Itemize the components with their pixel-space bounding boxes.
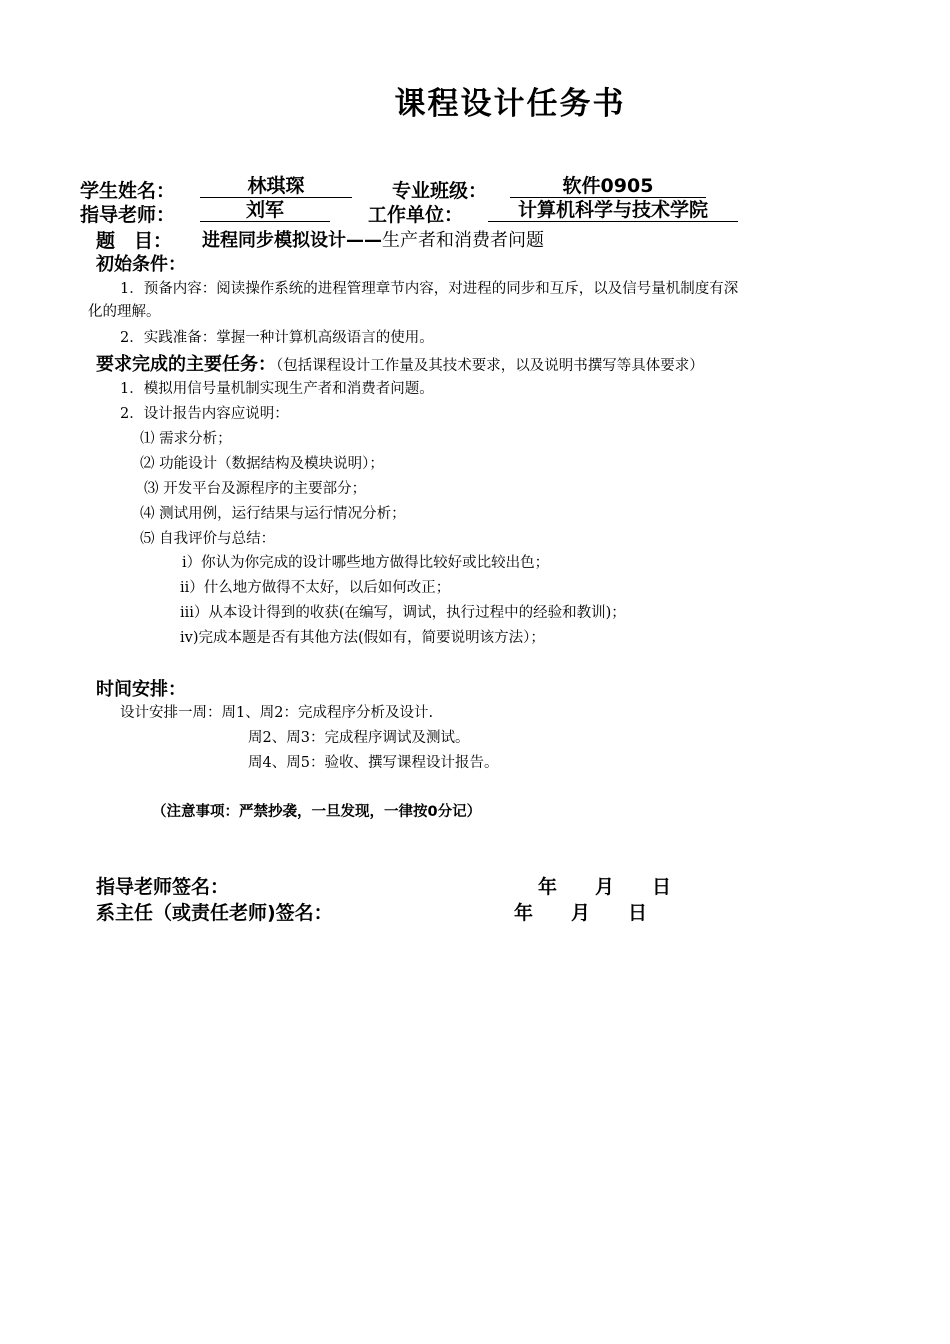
dept-head-signature-label: 系主任（或责任老师)签名： — [96, 902, 333, 924]
work-unit-value: 计算机科学与技术学院 — [488, 200, 738, 222]
student-name-label: 学生姓名： — [80, 180, 176, 202]
schedule-line1: 设计安排一周：周1、周2：完成程序分析及设计. — [120, 705, 434, 721]
question-2: ii）什么地方做得不太好，以后如何改正； — [180, 580, 451, 596]
tasks-heading: 要求完成的主要任务： — [96, 354, 276, 375]
question-1: i）你认为你完成的设计哪些地方做得比较好或比较出色； — [182, 555, 550, 571]
initial-conditions-heading: 初始条件： — [96, 254, 186, 275]
tasks-heading-note: （包括课程设计工作量及其技术要求，以及说明书撰写等具体要求） — [276, 358, 704, 374]
major-class-value: 软件0905 — [510, 176, 706, 198]
topic-value — [202, 226, 544, 252]
tasks-heading-row — [96, 350, 704, 376]
task-item1: 1．模拟用信号量机制实现生产者和消费者问题。 — [120, 381, 434, 397]
topic-main: 进程同步模拟设计—— — [202, 230, 382, 251]
task-sub3: ⑶ 开发平台及源程序的主要部分； — [144, 481, 367, 497]
task-sub4: ⑷ 测试用例，运行结果与运行情况分析； — [140, 506, 406, 522]
task-sub2: ⑵ 功能设计（数据结构及模块说明）； — [140, 456, 384, 472]
teacher-signature-date: 年 月 日 — [538, 876, 672, 898]
initial-item1-line2: 化的理解。 — [88, 304, 161, 320]
schedule-line3: 周4、周5：验收、撰写课程设计报告。 — [248, 755, 499, 771]
teacher-signature-label: 指导老师签名： — [96, 876, 230, 898]
teacher-label: 指导老师： — [80, 204, 176, 226]
task-sub5: ⑸ 自我评价与总结： — [140, 531, 276, 547]
initial-item2: 2．实践准备：掌握一种计算机高级语言的使用。 — [120, 330, 434, 346]
schedule-heading: 时间安排： — [96, 679, 186, 700]
question-3: iii）从本设计得到的收获(在编写，调试，执行过程中的经验和教训)； — [180, 605, 626, 621]
dept-head-signature-date: 年 月 日 — [514, 902, 648, 924]
initial-item1-line1: 1．预备内容：阅读操作系统的进程管理章节内容，对进程的同步和互斥，以及信号量机制度有深 — [120, 281, 739, 297]
question-4: iv)完成本题是否有其他方法(假如有，简要说明该方法）； — [180, 630, 545, 646]
topic-sub: 生产者和消费者问题 — [382, 230, 544, 251]
student-name-value: 林琪琛 — [200, 176, 352, 198]
task-sub1: ⑴ 需求分析； — [140, 431, 232, 447]
caution-note: （注意事项：严禁抄袭，一旦发现，一律按0分记） — [152, 804, 482, 820]
document-title: 课程设计任务书 — [394, 86, 626, 122]
teacher-value: 刘军 — [200, 200, 330, 222]
topic-label: 题 目： — [96, 230, 173, 252]
schedule-line2: 周2、周3：完成程序调试及测试。 — [248, 730, 470, 746]
task-item2: 2．设计报告内容应说明： — [120, 406, 289, 422]
work-unit-label: 工作单位： — [368, 204, 464, 226]
major-class-label: 专业班级： — [392, 180, 488, 202]
